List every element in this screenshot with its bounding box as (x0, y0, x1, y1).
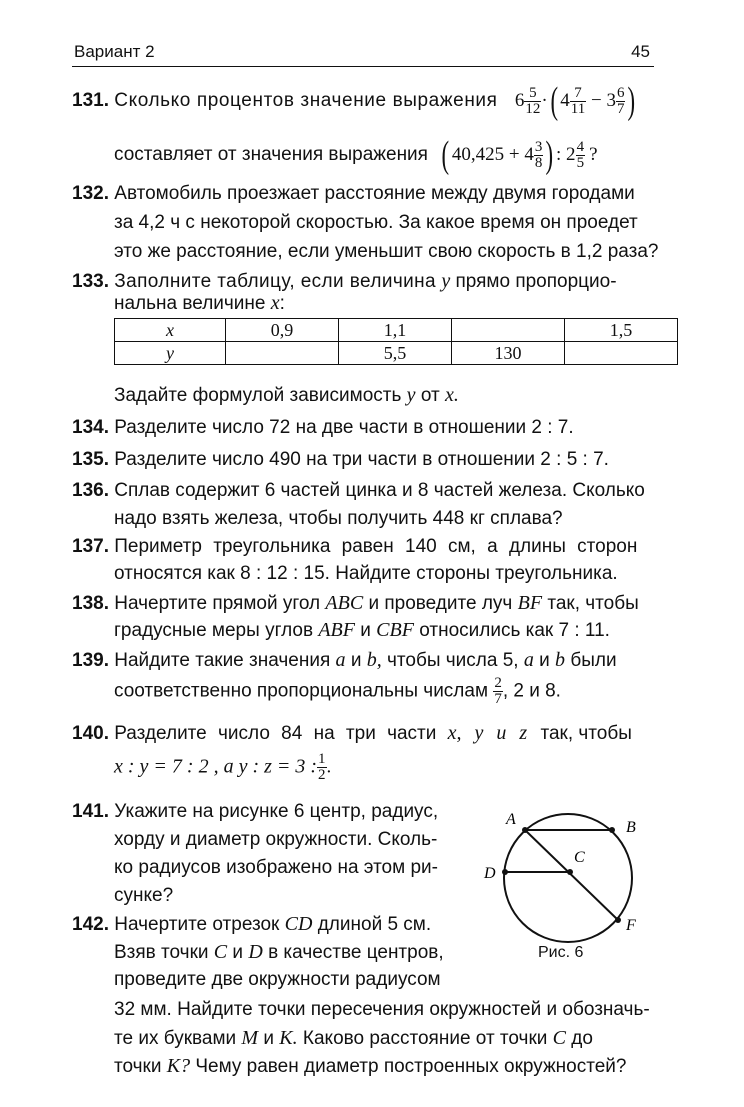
problem-140: 140. Разделите число 84 на три части x, y и z так, чтобы (72, 722, 632, 744)
problem-142-line4: 32 мм. Найдите точки пересечения окружностей и обозначь- (114, 999, 650, 1020)
problem-133-line2: нальна величине x: (114, 292, 285, 314)
problem-134: 134. Разделите число 72 на две части в отношении 2 : 7. (72, 417, 574, 438)
label-c: C (574, 849, 585, 866)
fraction: $\frac{1}{2}$ (318, 751, 326, 783)
problem-number: 138. (72, 593, 109, 614)
problem-138-line2: градусные меры углов ABF и CBF относились как 7 : 11. (114, 619, 610, 641)
point-c (567, 869, 573, 875)
problem-number: 136. (72, 480, 109, 501)
fraction: $\frac{3}{8}$ (534, 138, 543, 171)
circle (504, 814, 632, 942)
problem-number: 131. (72, 90, 109, 112)
fraction: $\frac{4}{5}$ (576, 138, 585, 171)
problem-142-line6: точки K? Чему равен диаметр построенных окружностей? (114, 1055, 627, 1077)
problem-138: 138. Начертите прямой угол ABC и проведите луч BF так, чтобы (72, 592, 639, 614)
problem-133: 133. Заполните таблицу, если величина y прямо пропорцио- (72, 270, 617, 292)
problem-number: 137. (72, 536, 109, 557)
problem-142-line2: Взяв точки C и D в качестве центров, (114, 941, 444, 963)
label-f: F (626, 917, 636, 934)
problem-141-line3: ко радиусов изображено на этом ри- (114, 857, 438, 878)
problem-142-line5: те их буквами M и K. Каково расстояние от точки C до (114, 1027, 593, 1049)
label-a: A (506, 811, 516, 828)
problem-number: 132. (72, 183, 109, 204)
problem-number: 134. (72, 417, 109, 438)
problem-131-line2: составляет от значения выражения ( 40,425 + 4 $\frac{3}{8}$ ) : 2 $\frac{4}{5}$ ? (114, 134, 598, 176)
figure-caption: Рис. 6 (538, 944, 584, 961)
proportion-table (114, 318, 678, 365)
problem-number: 140. (72, 723, 109, 744)
fraction: $\frac{7}{11}$ (570, 84, 586, 117)
problem-number: 142. (72, 914, 109, 935)
problem-132: 132. Автомобиль проезжает расстояние между двумя городами (72, 183, 635, 204)
expr-whole: 6 (514, 90, 525, 112)
problem-number: 141. (72, 801, 109, 822)
problem-136: 136. Сплав содержит 6 частей цинка и 8 частей железа. Сколько (72, 480, 645, 501)
table-row: x 0,9 1,1 1,5 (115, 319, 678, 342)
circle-figure (480, 810, 660, 945)
diameter-af (525, 830, 618, 920)
problem-number: 135. (72, 449, 109, 470)
problem-132-line2: за 4,2 ч с некоторой скоростью. За какое время он проедет (114, 212, 638, 233)
problem-142-line3: проведите две окружности радиусом (114, 969, 441, 990)
problem-133-after: Задайте формулой зависимость y от x. (114, 384, 459, 406)
problem-142: 142. Начертите отрезок CD длиной 5 см. (72, 913, 432, 935)
point-b (609, 827, 615, 833)
problem-137-line2: относятся как 8 : 12 : 15. Найдите стороны треугольника. (114, 563, 618, 584)
label-d: D (484, 865, 496, 882)
table-row: y 5,5 130 (115, 342, 678, 365)
problem-139-line2: соответственно пропорциональны числам $\frac{2}{7}$ , 2 и 8. (114, 675, 561, 707)
problem-139: 139. Найдите такие значения a и b, чтобы числа 5, a и b были (72, 649, 617, 671)
problem-132-line3: это же расстояние, если уменьшит свою скорость в 1,2 раза? (114, 241, 659, 262)
problem-text: Сколько процентов значение выражения (114, 90, 498, 112)
page-number: 45 (631, 42, 650, 61)
problem-141-line4: сунке? (114, 885, 174, 906)
fraction: $\frac{2}{7}$ (494, 675, 502, 707)
problem-number: 133. (72, 271, 109, 292)
problem-140-line2: x : y = 7 : 2 , а y : z = 3 : $\frac{1}{2}$ . (114, 751, 332, 783)
problem-141: 141. Укажите на рисунке 6 центр, радиус, (72, 801, 439, 822)
point-f (615, 917, 621, 923)
problem-number: 139. (72, 650, 109, 671)
problem-136-line2: надо взять железа, чтобы получить 448 кг сплава? (114, 508, 563, 529)
problem-137: 137. Периметр треугольника равен 140 см, а длины сторон (72, 536, 638, 557)
point-a (522, 827, 528, 833)
fraction: $\frac{5}{12}$ (525, 84, 541, 117)
problem-131: 131. Сколько процентов значение выражения 6 $\frac{5}{12}$ ·( 4 $\frac{7}{11}$ − 3 $\frac{6}{7}$ ) (72, 80, 636, 122)
fraction: $\frac{6}{7}$ (616, 84, 625, 117)
label-b: B (626, 819, 636, 836)
variant-label: Вариант 2 (74, 42, 155, 61)
problem-135: 135. Разделите число 490 на три части в отношении 2 : 5 : 7. (72, 449, 609, 470)
point-d (502, 869, 508, 875)
problem-141-line2: хорду и диаметр окружности. Сколь- (114, 829, 438, 850)
page-header (72, 38, 654, 67)
